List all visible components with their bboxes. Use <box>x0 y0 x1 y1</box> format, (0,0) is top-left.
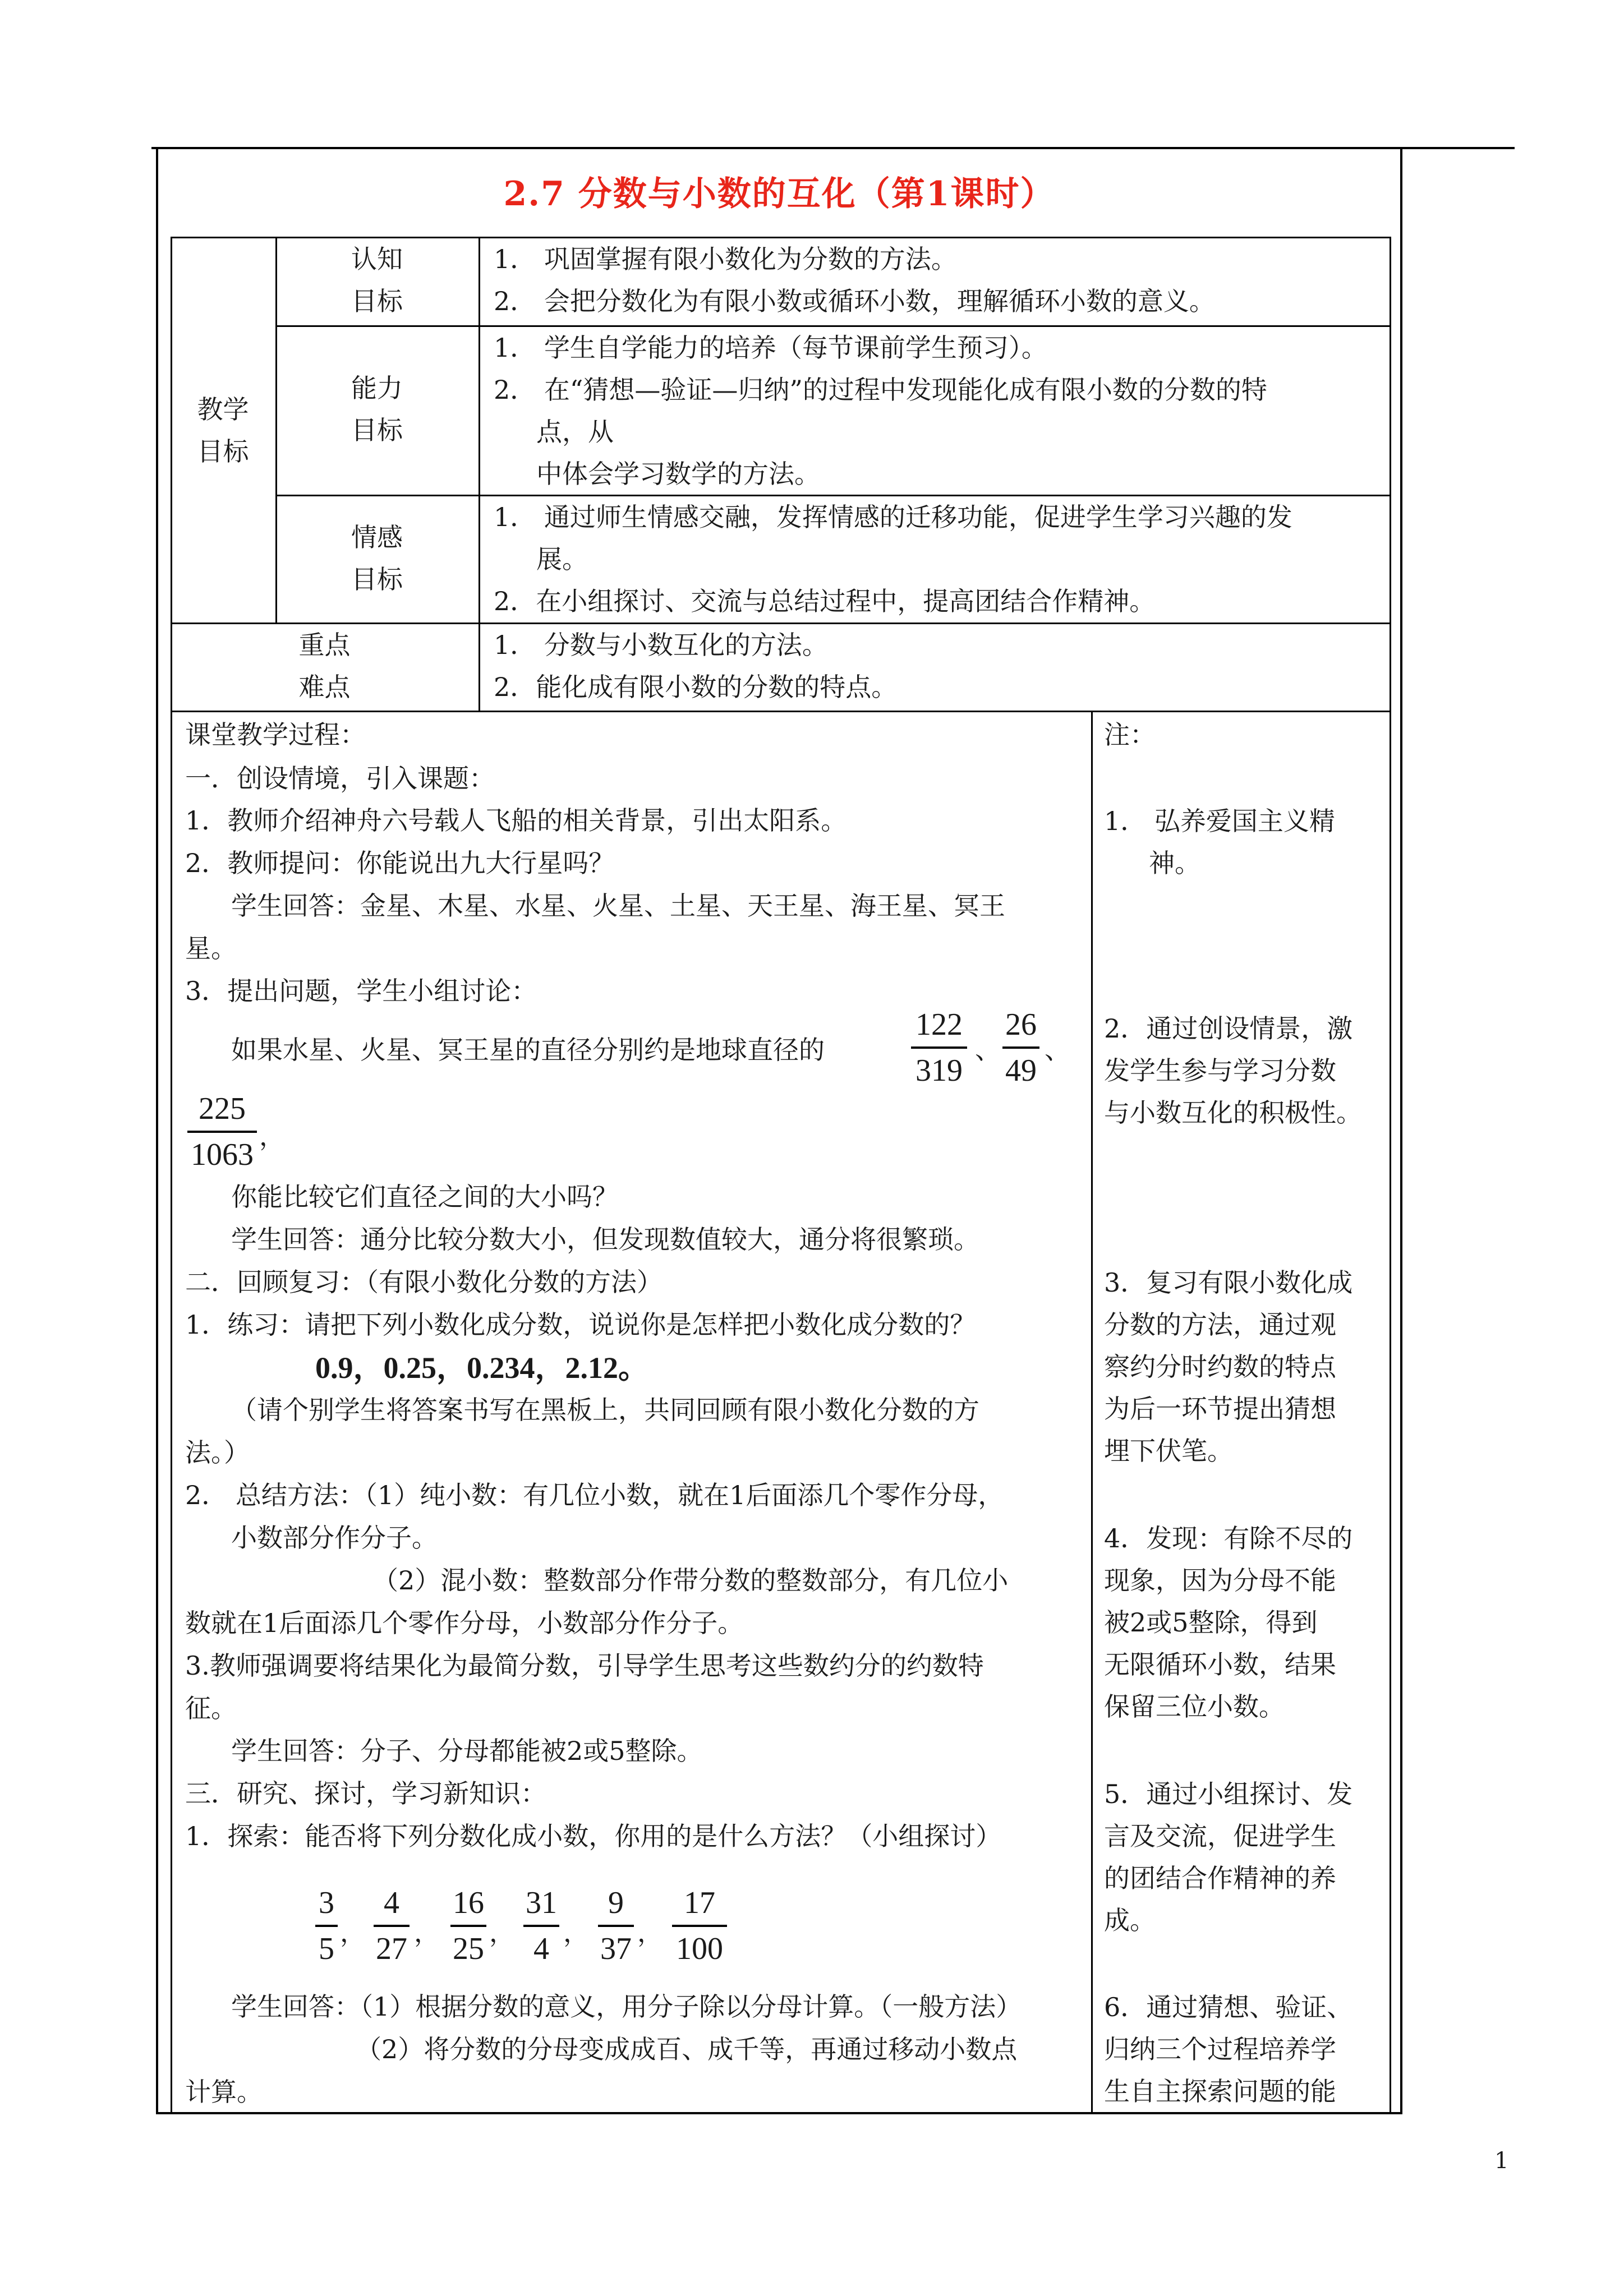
page-title: 2.7 分数与小数的互化（第1课时） <box>503 174 1055 214</box>
process-line: 学生回答：金星、木星、水星、火星、土星、天王星、海王星、冥王 <box>231 891 1005 921</box>
process-line: 法。） <box>185 1437 250 1468</box>
notes-heading: 注： <box>1104 720 1156 750</box>
note-1: 1． 弘养爱国主义精 神。 <box>1104 806 1335 878</box>
fraction-225-1063: 225 1063 <box>187 1089 257 1174</box>
section-3-heading: 三．研究、探讨，学习新知识： <box>185 1778 546 1809</box>
process-line: 小数部分作分子。 <box>231 1523 438 1553</box>
note-3: 3．复习有限小数化成 分数的方法，通过观 察约分时约数的特点 为后一环节提出猜想 埋下伏笔。 <box>1104 1267 1353 1466</box>
fraction-26-49: 26 49 <box>1002 1005 1039 1090</box>
process-line: （2）将分数的分母变成成百、成千等，再通过移动小数点 <box>356 2034 1018 2064</box>
note-4: 4．发现：有除不尽的 现象，因为分母不能 被2或5整除，得到 无限循环小数，结果 保留三位小数。 <box>1104 1523 1353 1722</box>
process-line: （请个别学生将答案书写在黑板上，共同回顾有限小数化分数的方 <box>231 1395 979 1425</box>
fraction-4-27: 4 27 <box>374 1883 410 1968</box>
process-line: 1．教师介绍神舟六号载人飞船的相关背景，引出太阳系。 <box>185 805 847 836</box>
objective-emotion-text: 1． 通过师生情感交融，发挥情感的迁移功能，促进学生学习兴趣的发 展。 2．在小组探讨、交流与总结过程中，提高团结合作精神。 <box>494 502 1292 616</box>
key-points-name: 重点 难点 <box>298 630 351 702</box>
process-line: 学生回答：（1）根据分数的意义，用分子除以分母计算。（一般方法） <box>231 1991 1022 2022</box>
process-line: 学生回答：通分比较分数大小，但发现数值较大，通分将很繁琐。 <box>231 1224 979 1255</box>
fraction-3-5: 3 5 <box>315 1883 338 1968</box>
process-heading: 课堂教学过程： <box>185 720 366 750</box>
process-line: 3．提出问题，学生小组讨论： <box>185 976 537 1006</box>
objective-cognitive-text: 1． 巩固掌握有限小数化为分数的方法。 2． 会把分数化为有限小数或循环小数，理解循环小数的意义。 <box>494 244 1215 316</box>
process-line: （2）混小数：整数部分作带分数的整数部分，有几位小 <box>372 1565 1009 1596</box>
objective-ability-name: 能力 目标 <box>351 373 403 445</box>
key-points-text: 1． 分数与小数互化的方法。 2．能化成有限小数的分数的特点。 <box>494 630 898 702</box>
process-line: 星。 <box>185 933 237 963</box>
note-2: 2．通过创设情景，激 发学生参与学习分数 与小数互化的积极性。 <box>1104 1013 1362 1128</box>
fraction-9-37: 9 37 <box>598 1883 634 1968</box>
process-line: 3.教师强调要将结果化为最简分数，引导学生思考这些数约分的约数特 <box>185 1650 984 1681</box>
process-line: 如果水星、火星、冥王星的直径分别约是地球直径的 <box>231 1035 825 1065</box>
process-line: 1．探索：能否将下列分数化成小数，你用的是什么方法？（小组探讨） <box>185 1821 1002 1851</box>
process-line: 1．练习：请把下列小数化成分数，说说你是怎样把小数化成分数的？ <box>185 1310 976 1340</box>
process-line: 2．教师提问：你能说出九大行星吗？ <box>185 848 615 878</box>
process-line: 计算。 <box>185 2077 263 2107</box>
note-6: 6．通过猜想、验证、 归纳三个过程培养学 生自主探索问题的能 <box>1104 1992 1353 2106</box>
fraction-122-319: 122 319 <box>911 1005 967 1090</box>
decimal-list: 0.9，0.25，0.234，2.12。 <box>315 1351 648 1385</box>
section-1-heading: 一．创设情境，引入课题： <box>185 763 495 794</box>
process-line: 数就在1后面添几个零作分母，小数部分作分子。 <box>185 1608 744 1638</box>
section-2-heading: 二．回顾复习：（有限小数化分数的方法） <box>185 1267 663 1297</box>
page-number: 1 <box>1494 2148 1509 2174</box>
fraction-16-25: 16 25 <box>450 1883 486 1968</box>
process-line: 学生回答：分子、分母都能被2或5整除。 <box>231 1736 703 1766</box>
objective-cognitive-name: 认知 目标 <box>351 244 403 316</box>
objective-ability-text: 1． 学生自学能力的培养（每节课前学生预习）。 2． 在“猜想—验证—归纳”的过程中发现能化成有限小数的分数的特 点，从 中体会学习数学的方法。 <box>494 333 1267 489</box>
process-line: 2． 总结方法：（1）纯小数：有几位小数，就在1后面添几个零作分母， <box>185 1480 1004 1510</box>
objective-emotion-name: 情感 目标 <box>351 522 403 594</box>
note-5: 5．通过小组探讨、发 言及交流，促进学生 的团结合作精神的养 成。 <box>1104 1779 1353 1935</box>
process-line: 征。 <box>185 1693 237 1723</box>
objectives-label: 教学 目标 <box>197 394 249 467</box>
fraction-17-100: 17 100 <box>672 1883 727 1968</box>
process-line: 你能比较它们直径之间的大小吗？ <box>231 1182 618 1212</box>
fraction-31-4: 31 4 <box>523 1883 559 1968</box>
